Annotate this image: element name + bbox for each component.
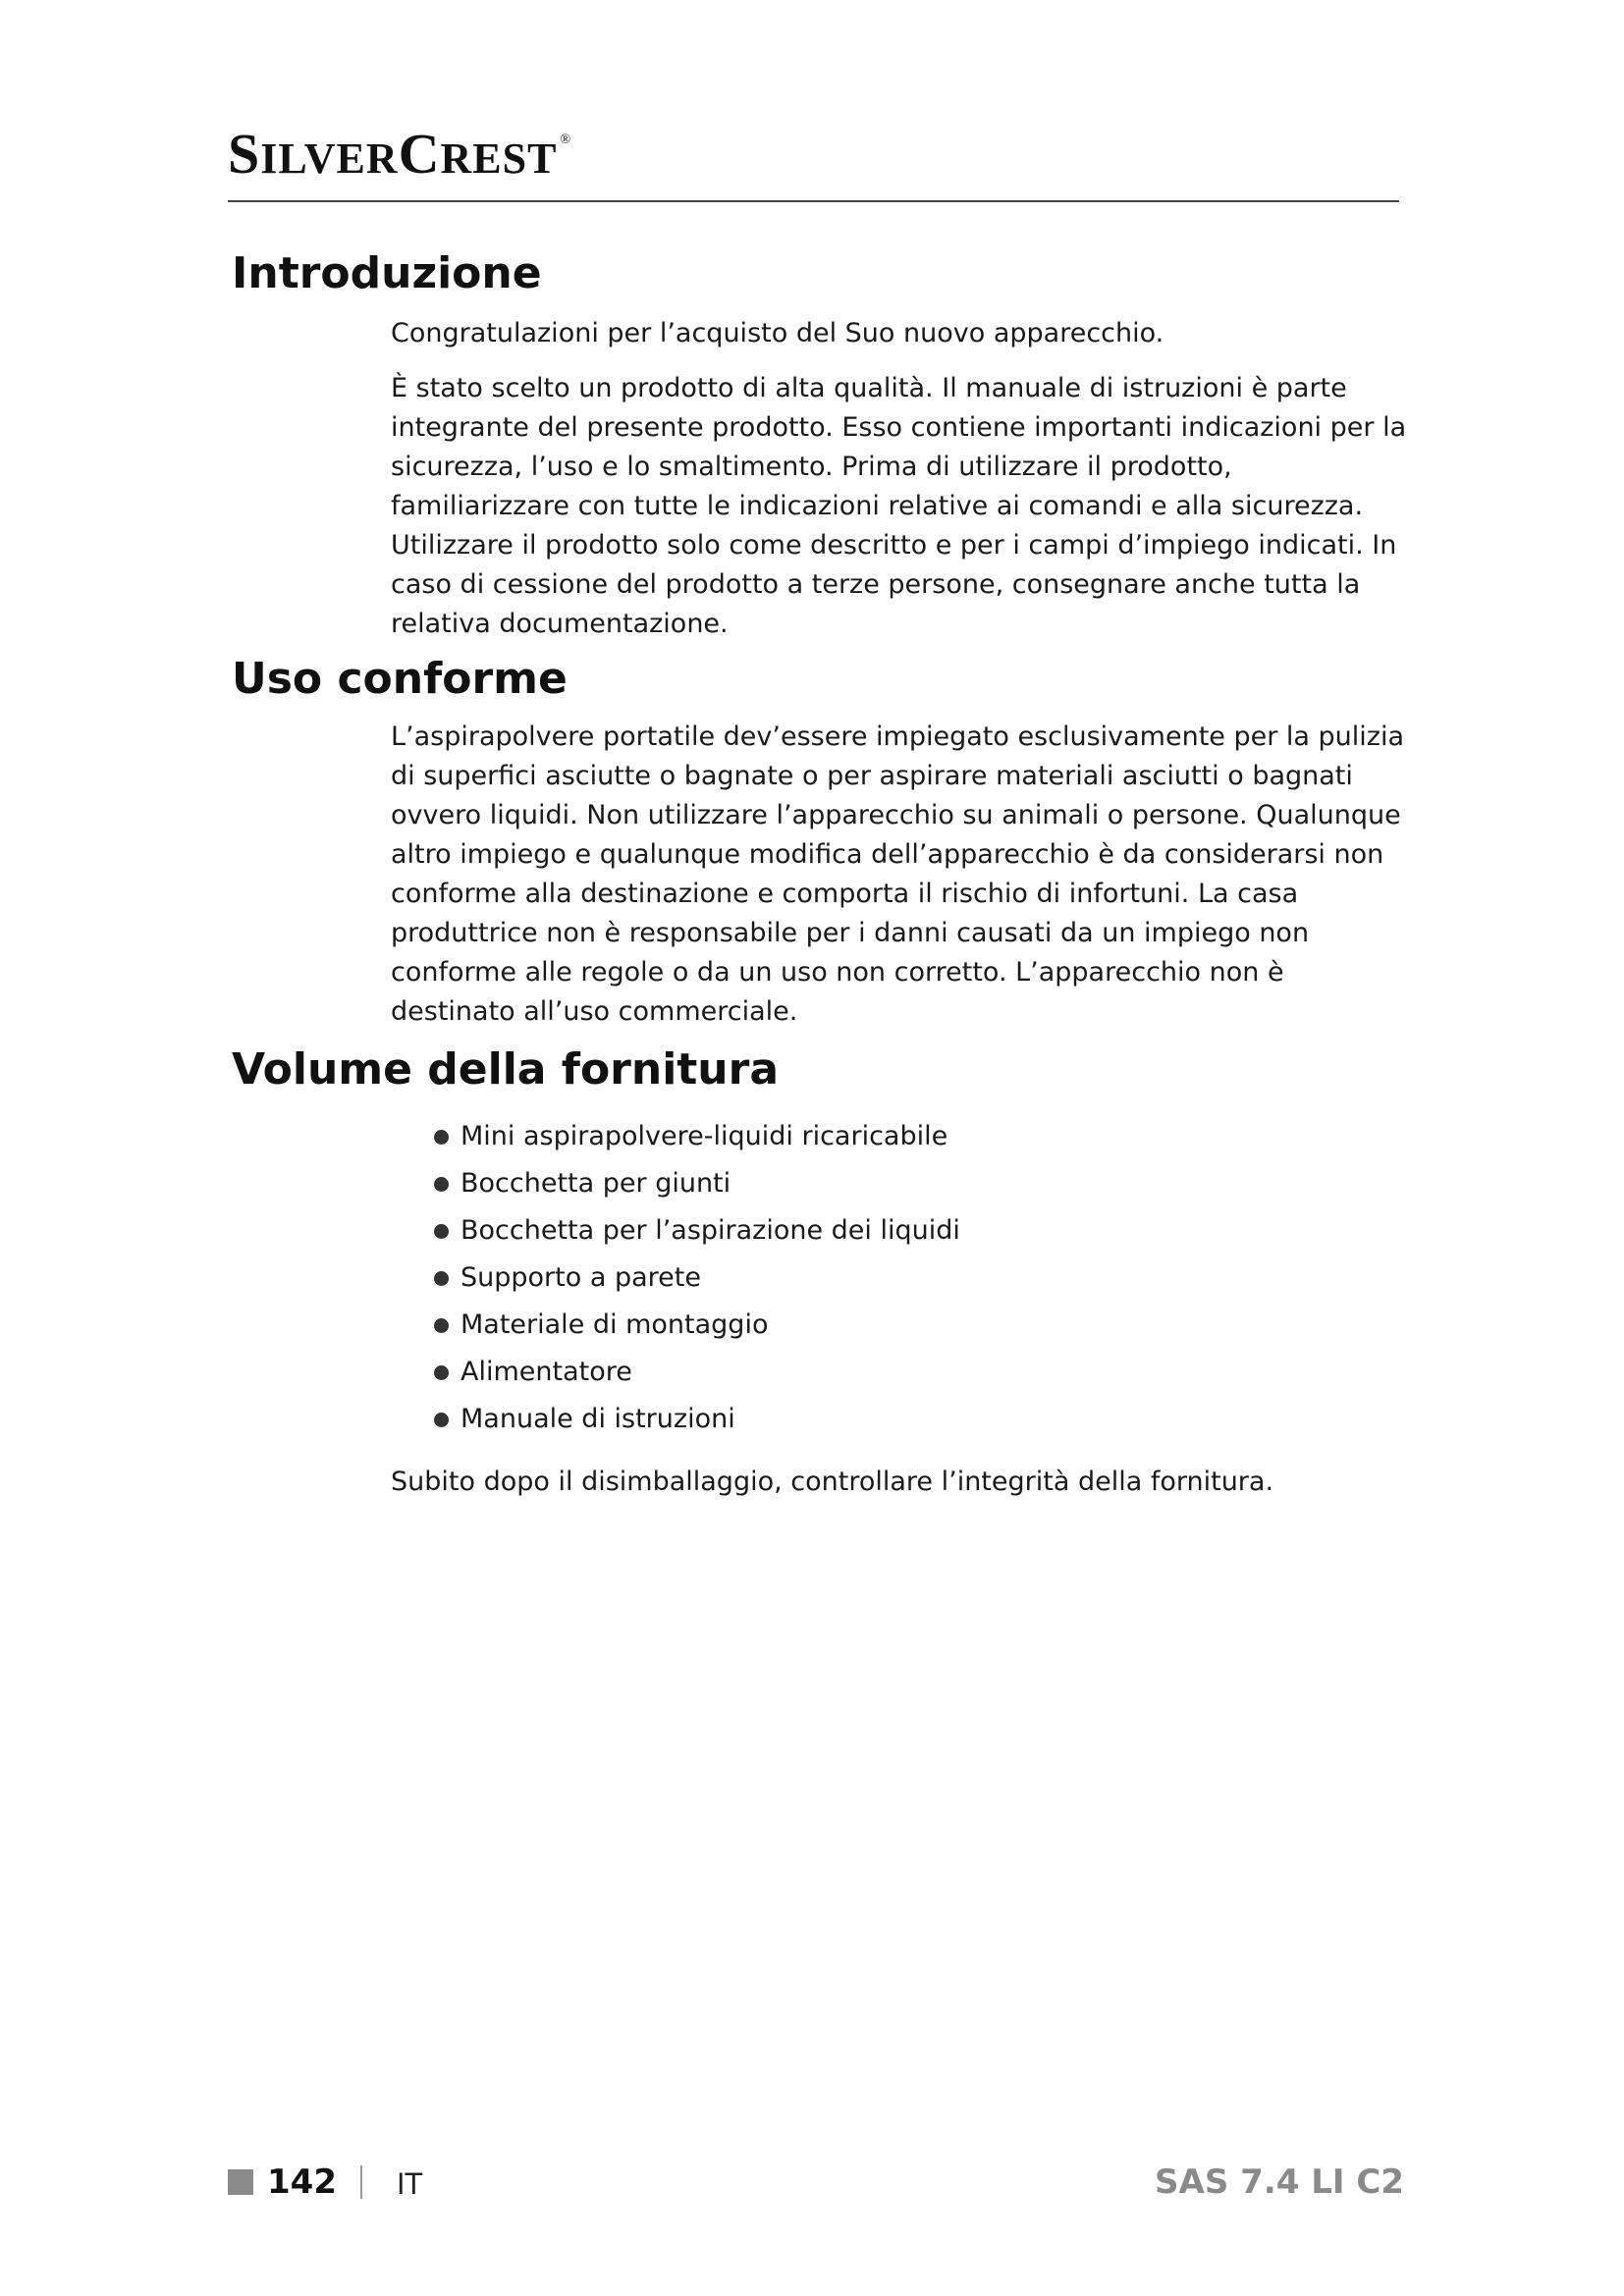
list-item: Mini aspirapolvere-liquidi ricaricabile	[434, 1113, 960, 1160]
page-marker-square	[228, 2169, 253, 2195]
intended-use-paragraph: L’aspirapolvere portatile dev’essere impiegato esclusivamente per la pulizia di superfici asciutte o bagnate o per aspirare materiali asciutti o bagnati ovvero liquidi. Non utilizzare l’apparecchio su animali o persone. Qualunque altro impiego e qualunque modifica dell’apparecchio è da considerarsi non conforme alla destinazione e comporta il rischio di infortuni. La casa produttrice non è responsabile per i danni causati da un impiego non conforme alle regole o da un uso non corretto. L’apparecchio non è destinato all’uso commerciale.	[391, 721, 1405, 1027]
scope-note-text: Subito dopo il disimballaggio, controllare l’integrità della fornitura.	[391, 1467, 1274, 1497]
list-item: Materiale di montaggio	[434, 1302, 960, 1349]
bullet-icon	[434, 1271, 449, 1286]
scope-note	[391, 1463, 1412, 1518]
list-item: Supporto a parete	[434, 1255, 960, 1302]
bullet-icon	[434, 1130, 449, 1145]
page-number: 142	[267, 2163, 337, 2202]
bullet-icon	[434, 1224, 449, 1239]
list-item: Bocchetta per giunti	[434, 1160, 960, 1207]
bullet-icon	[434, 1365, 449, 1380]
section-title-intended-use: Uso conforme	[232, 654, 568, 704]
model-number: SAS 7.4 LI C2	[1155, 2163, 1404, 2202]
section-title-intro: Introduzione	[232, 248, 542, 298]
bullet-icon	[434, 1177, 449, 1192]
bullet-icon	[434, 1318, 449, 1333]
language-code: IT	[397, 2167, 423, 2201]
list-item: Manuale di istruzioni	[434, 1396, 960, 1443]
footer-divider	[360, 2165, 362, 2199]
list-item: Alimentatore	[434, 1349, 960, 1396]
intro-paragraph: È stato scelto un prodotto di alta qualità. Il manuale di istruzioni è parte integrante del presente prodotto. Esso contiene importanti indicazioni per la sicurezza, l’uso e lo smaltimento. Prima di utilizzare il prodotto, familiarizzare con tutte le indicazioni relative ai comandi e alla sicurezza. Utilizzare il prodotto solo come descritto e per i campi d’impiego indicati. In caso di cessione del prodotto a terze persone, consegnare anche tutta la relativa documentazione.	[391, 373, 1407, 639]
section-title-scope: Volume della fornitura	[232, 1044, 780, 1095]
intro-body	[391, 314, 1412, 660]
intro-paragraph: Congratulazioni per l’acquisto del Suo nuovo apparecchio.	[391, 318, 1164, 348]
intended-use-body	[391, 718, 1412, 1047]
bullet-icon	[434, 1413, 449, 1427]
brand-logo: SILVERCREST ®	[228, 122, 572, 186]
header-divider	[228, 200, 1399, 202]
list-item: Bocchetta per l’aspirazione dei liquidi	[434, 1207, 960, 1255]
scope-list	[434, 1113, 960, 1443]
